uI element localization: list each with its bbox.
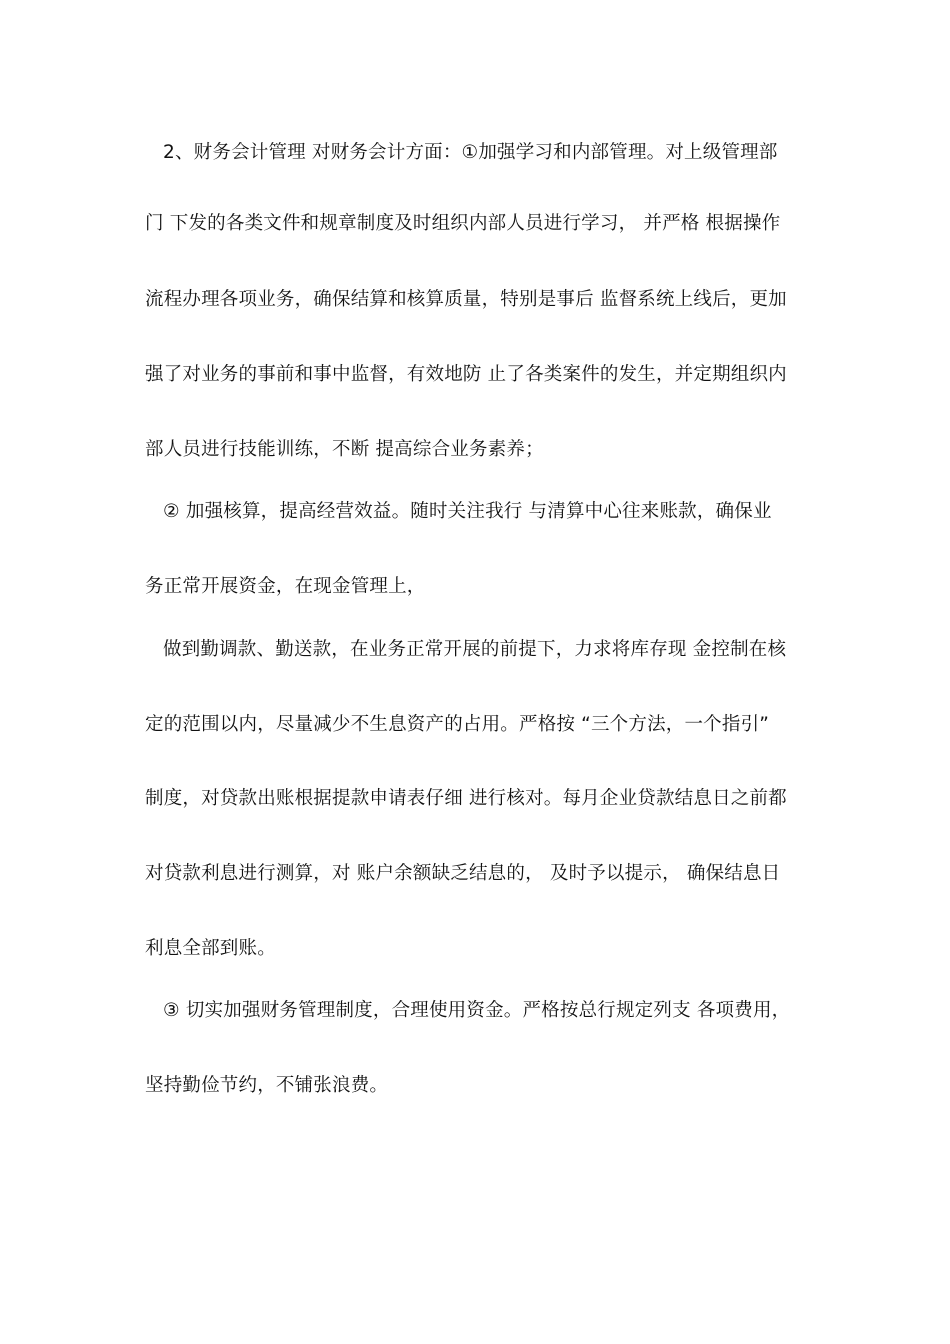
text-line-6: ② 加强核算，提高经营效益。随时关注我行 与清算中心往来账款，确保业 [163, 501, 772, 522]
text-line-3: 流程办理各项业务，确保结算和核算质量，特别是事后 监督系统上线后，更加 [145, 289, 787, 310]
text-line-5: 部人员进行技能训练，不断 提高综合业务素养； [145, 439, 544, 460]
text-line-1: 2、财务会计管理 对财务会计方面：①加强学习和内部管理。对上级管理部 [163, 142, 778, 163]
text-line-11: 对贷款利息进行测算，对 账户余额缺乏结息的， 及时予以提示， 确保结息日 [145, 863, 781, 884]
text-line-13: ③ 切实加强财务管理制度，合理使用资金。严格按总行规定列支 各项费用， [163, 1000, 791, 1021]
text-line-7: 务正常开展资金，在现金管理上， [145, 576, 426, 597]
text-line-8: 做到勤调款、勤送款，在业务正常开展的前提下，力求将库存现 金控制在核 [163, 639, 787, 660]
text-line-10: 制度，对贷款出账根据提款申请表仔细 进行核对。每月企业贷款结息日之前都 [145, 788, 787, 809]
text-line-9: 定的范围以内，尽量减少不生息资产的占用。严格按 “三个方法，一个指引” [145, 714, 770, 735]
text-line-2: 门 下发的各类文件和规章制度及时组织内部人员进行学习， 并严格 根据操作 [145, 213, 781, 234]
text-line-12: 利息全部到账。 [145, 938, 276, 959]
text-line-14: 坚持勤俭节约，不铺张浪费。 [145, 1075, 389, 1096]
text-line-4: 强了对业务的事前和事中监督，有效地防 止了各类案件的发生，并定期组织内 [145, 364, 787, 385]
